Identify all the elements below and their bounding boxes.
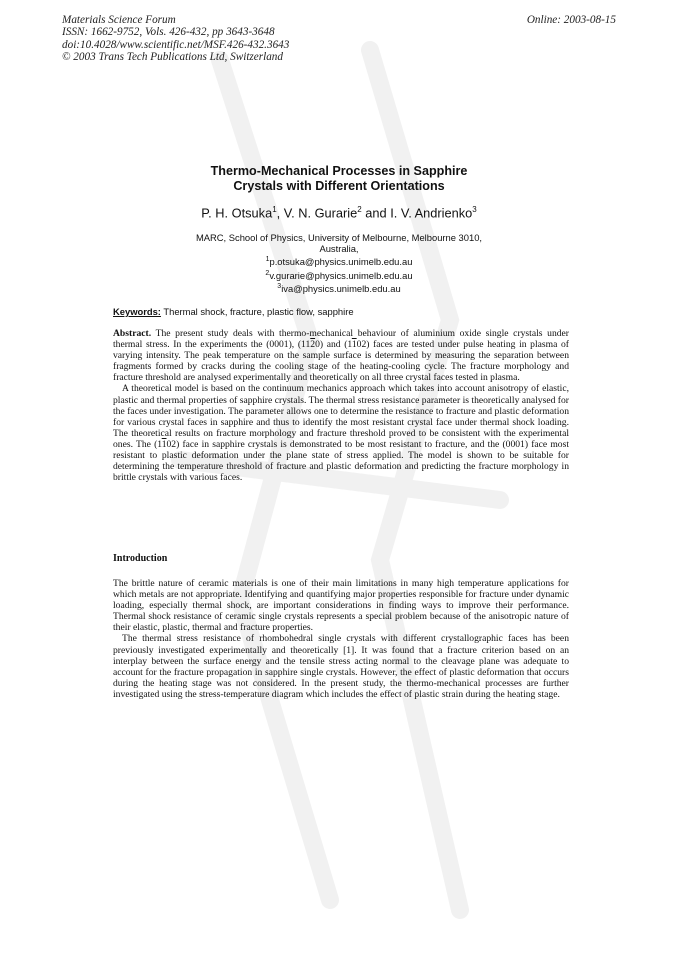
abstract-text: faces are tested under pulse heating in plasma of varying intensity. The peak temperature on the sample surface is determined by measuring the separation between fragments formed by cracks during the cooling stage of the heating-cooling cycle. The fracture morphology and fracture threshold are analysed experimentally and theoretically on all three crystal faces tested in plasma. xyxy=(113,339,569,384)
journal-name: Materials Science Forum xyxy=(62,14,176,26)
section-heading-introduction: Introduction xyxy=(113,553,168,564)
abstract-paragraph xyxy=(113,383,569,483)
journal-header xyxy=(62,14,289,64)
affiliation-country: Australia, xyxy=(319,243,359,255)
author-affil-mark: 3 xyxy=(472,205,477,214)
email-mark: 2 xyxy=(265,269,270,277)
author-name: V. N. Gurarie xyxy=(283,205,358,221)
introduction-section xyxy=(113,578,569,700)
author-separator: , xyxy=(276,205,284,221)
miller-part: 02) xyxy=(166,438,180,450)
title-line-2: Crystals with Different Orientations xyxy=(233,178,445,193)
abstract-text: A theoretical model is based on the continuum mechanics approach which takes into account anisotropy of elastic, plastic and thermal properties of sapphire crystals. The thermal stress resistance parameter is theoretically analysed for the faces under investigation. The parameter allows one to determine the resistance to fracture and plastic deformation for various crystal faces in sapphire and thus to identify the most resistant crystal face under thermal shock loading. The theoretical results on fracture morphology and fracture threshold proved to be consistent with the experimental ones. The xyxy=(113,383,569,450)
miller-index xyxy=(344,339,369,350)
email-mark: 3 xyxy=(277,283,282,291)
online-date: Online: 2003-08-15 xyxy=(526,14,616,26)
miller-index xyxy=(298,339,323,350)
doi-line: doi:10.4028/www.scientific.net/MSF.426-432.3643 xyxy=(62,38,290,51)
miller-part: (11 xyxy=(297,339,311,351)
miller-bar-digit: 1 xyxy=(351,339,357,351)
abstract-text: and xyxy=(323,339,345,351)
author-separator: and xyxy=(361,205,391,221)
paper-title xyxy=(120,164,558,193)
miller-part: (1 xyxy=(154,438,162,450)
abstract-paragraph xyxy=(113,328,569,383)
miller-index xyxy=(154,439,179,450)
author-affil-mark: 1 xyxy=(272,205,277,214)
author-name: P. H. Otsuka xyxy=(201,205,273,221)
email-address: p.otsuka@physics.unimelb.edu.au xyxy=(269,256,413,268)
keywords-label: Keywords: xyxy=(113,306,161,317)
email-address: v.gurarie@physics.unimelb.edu.au xyxy=(269,269,413,281)
email-mark: 1 xyxy=(265,256,270,264)
keywords-text: Thermal shock, fracture, plastic flow, sapphire xyxy=(160,306,354,317)
introduction-paragraph: The thermal stress resistance of rhombohedral single crystals with different crystallographic faces has been previously investigated experimentally and theoretically [1]. It was found that a fracture criterion based on an interplay between the surface energy and the tensile stress acting normal to the cleavage plane was adequate to account for the fracture propagation in sapphire single crystals. However, the effect of plastic deformation that occurs during the heating stage was not considered. In the present study, the thermo-mechanical processes are further investigated using the stress-temperature diagram which includes the effect of plastic strain during the heating stage. xyxy=(113,633,569,700)
miller-part: 02) xyxy=(356,339,370,351)
abstract-label: Abstract. xyxy=(113,328,152,339)
email-line xyxy=(140,268,538,281)
abstract-text: face in sapphire crystals is demonstrated to be most resistant to fracture, and the (0001) face most resistant to plastic deformation under the plane state of stress applied. The model is shown to be suitable for determining the temperature threshold of fracture and plastic deformation and predicting the fracture morphology in brittle crystals with various faces. xyxy=(113,438,569,484)
miller-bar-digit: 2 xyxy=(310,339,316,351)
author-name: I. V. Andrienko xyxy=(390,205,473,221)
author-affil-mark: 2 xyxy=(357,205,362,214)
miller-bar-digit: 1 xyxy=(161,438,167,450)
email-line xyxy=(140,254,538,267)
affiliation-block xyxy=(140,232,538,294)
email-line xyxy=(140,281,538,294)
introduction-paragraph: The brittle nature of ceramic materials is one of their main limitations in many high temperature applications for which metals are not appropriate. Identifying and quantifying major properties responsible for fracture under dynamic loading, especially thermal shock, are important considerations in finding ways to improve their performance. Thermal shock resistance of ceramic single crystals represents a special problem because of the anisotropic nature of their elastic, plastic, thermal and fracture properties. xyxy=(113,578,569,634)
email-address: iva@physics.unimelb.edu.au xyxy=(281,283,401,295)
miller-part: (1 xyxy=(344,339,352,351)
author-list xyxy=(100,205,578,220)
copyright-line: © 2003 Trans Tech Publications Ltd, Switzerland xyxy=(62,51,283,64)
affiliation-line: MARC, School of Physics, University of Melbourne, Melbourne 3010, xyxy=(195,232,483,243)
abstract-text: The present study deals with thermo-mechanical behaviour of aluminium oxide single crystals under thermal stress. In the experiments the (0001), xyxy=(113,328,569,351)
issn-line: ISSN: 1662-9752, Vols. 426-432, pp 3643-3648 xyxy=(62,26,275,39)
title-line-1: Thermo-Mechanical Processes in Sapphire xyxy=(210,164,468,178)
miller-part: 0) xyxy=(315,339,324,351)
abstract-section xyxy=(113,328,569,483)
keywords-line xyxy=(113,306,354,317)
